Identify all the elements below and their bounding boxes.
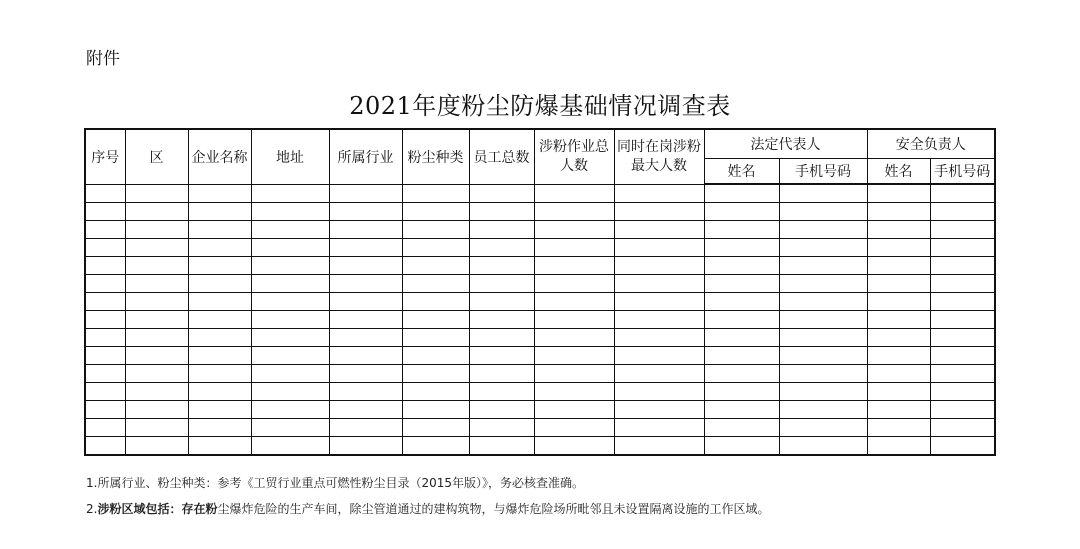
table-cell[interactable]	[930, 437, 995, 456]
table-cell[interactable]	[125, 184, 188, 203]
table-cell[interactable]	[125, 329, 188, 347]
table-cell[interactable]	[251, 239, 329, 257]
table-cell[interactable]	[534, 257, 614, 275]
table-cell[interactable]	[188, 275, 251, 293]
table-cell[interactable]	[704, 437, 779, 456]
table-row	[85, 257, 995, 275]
table-cell[interactable]	[469, 239, 534, 257]
table-cell[interactable]	[534, 221, 614, 239]
table-cell[interactable]	[329, 383, 402, 401]
table-cell[interactable]	[402, 437, 469, 456]
table-cell[interactable]	[867, 437, 930, 456]
table-cell[interactable]	[251, 419, 329, 437]
table-cell[interactable]	[125, 293, 188, 311]
table-cell[interactable]	[867, 184, 930, 203]
table-cell[interactable]	[85, 437, 125, 456]
table-cell[interactable]	[188, 383, 251, 401]
table-cell[interactable]	[85, 203, 125, 221]
table-cell[interactable]	[867, 257, 930, 275]
survey-table	[84, 128, 996, 456]
header-dust-workers: 涉粉作业总人数	[534, 129, 614, 184]
table-cell[interactable]	[930, 221, 995, 239]
table-row	[85, 275, 995, 293]
note-2-prefix: 2.	[86, 502, 98, 516]
table-cell[interactable]	[779, 311, 867, 329]
table-cell[interactable]	[534, 419, 614, 437]
table-cell[interactable]	[614, 221, 704, 239]
table-row	[85, 437, 995, 456]
table-cell[interactable]	[251, 383, 329, 401]
table-cell[interactable]	[779, 184, 867, 203]
table-cell[interactable]	[469, 184, 534, 203]
table-cell[interactable]	[867, 347, 930, 365]
table-cell[interactable]	[534, 437, 614, 456]
table-cell[interactable]	[867, 203, 930, 221]
table-row	[85, 347, 995, 365]
table-cell[interactable]	[125, 203, 188, 221]
table-cell[interactable]	[704, 329, 779, 347]
table-row	[85, 184, 995, 203]
table-row	[85, 365, 995, 383]
table-cell[interactable]	[867, 383, 930, 401]
header-district: 区	[125, 129, 188, 184]
table-cell[interactable]	[85, 347, 125, 365]
table-cell[interactable]	[704, 311, 779, 329]
table-cell[interactable]	[251, 221, 329, 239]
table-cell[interactable]	[930, 329, 995, 347]
table-cell[interactable]	[930, 401, 995, 419]
table-cell[interactable]	[779, 329, 867, 347]
table-cell[interactable]	[469, 347, 534, 365]
table-cell[interactable]	[469, 293, 534, 311]
table-cell[interactable]	[329, 221, 402, 239]
header-company: 企业名称	[188, 129, 251, 184]
header-seq: 序号	[85, 129, 125, 184]
table-cell[interactable]	[329, 257, 402, 275]
table-cell[interactable]	[930, 257, 995, 275]
table-cell[interactable]	[779, 419, 867, 437]
table-cell[interactable]	[125, 311, 188, 329]
header-legal-rep: 法定代表人	[704, 129, 867, 159]
table-cell[interactable]	[704, 365, 779, 383]
table-cell[interactable]	[704, 257, 779, 275]
table-cell[interactable]	[329, 239, 402, 257]
header-address: 地址	[251, 129, 329, 184]
table-cell[interactable]	[867, 293, 930, 311]
table-cell[interactable]	[704, 203, 779, 221]
table-cell[interactable]	[779, 275, 867, 293]
table-cell[interactable]	[614, 257, 704, 275]
table-cell[interactable]	[930, 365, 995, 383]
note-2-bold-start: 存在粉	[181, 502, 218, 516]
table-cell[interactable]	[930, 383, 995, 401]
table-cell[interactable]	[469, 437, 534, 456]
table-row	[85, 311, 995, 329]
table-cell[interactable]	[930, 311, 995, 329]
table-cell[interactable]	[930, 184, 995, 203]
header-safety-name: 姓名	[867, 159, 930, 185]
table-cell[interactable]	[614, 184, 704, 203]
table-cell[interactable]	[251, 203, 329, 221]
table-cell[interactable]	[125, 365, 188, 383]
table-row	[85, 383, 995, 401]
table-cell[interactable]	[329, 401, 402, 419]
table-cell[interactable]	[85, 383, 125, 401]
table-cell[interactable]	[469, 203, 534, 221]
table-cell[interactable]	[329, 419, 402, 437]
table-cell[interactable]	[779, 347, 867, 365]
table-cell[interactable]	[85, 329, 125, 347]
table-cell[interactable]	[85, 257, 125, 275]
table-row	[85, 401, 995, 419]
table-row	[85, 293, 995, 311]
table-cell[interactable]	[704, 401, 779, 419]
table-cell[interactable]	[188, 203, 251, 221]
table-cell[interactable]	[402, 329, 469, 347]
table-cell[interactable]	[469, 365, 534, 383]
table-cell[interactable]	[779, 257, 867, 275]
table-cell[interactable]	[867, 239, 930, 257]
table-row	[85, 239, 995, 257]
table-cell[interactable]	[85, 275, 125, 293]
table-cell[interactable]	[402, 275, 469, 293]
table-cell[interactable]	[251, 257, 329, 275]
table-cell[interactable]	[534, 383, 614, 401]
table-cell[interactable]	[85, 401, 125, 419]
table-cell[interactable]	[867, 419, 930, 437]
table-cell[interactable]	[534, 401, 614, 419]
attachment-label: 附件	[86, 49, 120, 69]
table-cell[interactable]	[85, 311, 125, 329]
table-cell[interactable]	[867, 401, 930, 419]
table-cell[interactable]	[867, 329, 930, 347]
table-cell[interactable]	[469, 383, 534, 401]
table-cell[interactable]	[85, 293, 125, 311]
note-2-text: 尘爆炸危险的生产车间，除尘管道通过的建构筑物，与爆炸危险场所毗邻且未设置隔离设施的工作区域。	[217, 502, 770, 516]
table-row	[85, 203, 995, 221]
table-cell[interactable]	[614, 383, 704, 401]
table-cell[interactable]	[930, 419, 995, 437]
table-cell[interactable]	[125, 239, 188, 257]
table-cell[interactable]	[402, 365, 469, 383]
table-row	[85, 329, 995, 347]
page-title: 2021年度粉尘防爆基础情况调查表	[349, 92, 731, 120]
table-cell[interactable]	[779, 293, 867, 311]
header-industry: 所属行业	[329, 129, 402, 184]
table-cell[interactable]	[251, 275, 329, 293]
table-cell[interactable]	[85, 419, 125, 437]
table-cell[interactable]	[614, 347, 704, 365]
table-cell[interactable]	[188, 329, 251, 347]
table-cell[interactable]	[125, 437, 188, 456]
table-cell[interactable]	[930, 293, 995, 311]
table-cell[interactable]	[188, 184, 251, 203]
table-cell[interactable]	[251, 311, 329, 329]
table-cell[interactable]	[402, 383, 469, 401]
table-cell[interactable]	[779, 401, 867, 419]
table-cell[interactable]	[614, 275, 704, 293]
table-cell[interactable]	[534, 239, 614, 257]
table-cell[interactable]	[704, 239, 779, 257]
table-cell[interactable]	[125, 221, 188, 239]
table-cell[interactable]	[402, 203, 469, 221]
table-cell[interactable]	[188, 311, 251, 329]
table-cell[interactable]	[251, 293, 329, 311]
table-cell[interactable]	[534, 293, 614, 311]
table-cell[interactable]	[469, 221, 534, 239]
table-cell[interactable]	[188, 437, 251, 456]
header-legal-rep-phone: 手机号码	[779, 159, 867, 185]
table-cell[interactable]	[930, 239, 995, 257]
table-cell[interactable]	[188, 347, 251, 365]
table-cell[interactable]	[251, 329, 329, 347]
table-cell[interactable]	[704, 221, 779, 239]
header-safety-phone: 手机号码	[930, 159, 995, 185]
table-cell[interactable]	[402, 221, 469, 239]
table-cell[interactable]	[704, 184, 779, 203]
table-cell[interactable]	[251, 401, 329, 419]
table-cell[interactable]	[469, 257, 534, 275]
note-2	[86, 500, 770, 517]
table-cell[interactable]	[125, 401, 188, 419]
table-cell[interactable]	[188, 365, 251, 383]
table-cell[interactable]	[930, 203, 995, 221]
header-dust-type: 粉尘种类	[402, 129, 469, 184]
table-cell[interactable]	[188, 401, 251, 419]
note-1: 1.所属行业、粉尘种类：参考《工贸行业重点可燃性粉尘目录（2015年版）》，务必核查准确。	[86, 476, 584, 490]
table-cell[interactable]	[704, 293, 779, 311]
table-cell[interactable]	[329, 437, 402, 456]
table-cell[interactable]	[534, 203, 614, 221]
table-cell[interactable]	[779, 203, 867, 221]
table-cell[interactable]	[614, 329, 704, 347]
table-cell[interactable]	[329, 365, 402, 383]
table-cell[interactable]	[534, 347, 614, 365]
table-cell[interactable]	[329, 293, 402, 311]
table-cell[interactable]	[534, 275, 614, 293]
table-cell[interactable]	[614, 311, 704, 329]
table-cell[interactable]	[704, 383, 779, 401]
table-cell[interactable]	[704, 347, 779, 365]
table-cell[interactable]	[469, 419, 534, 437]
table-cell[interactable]	[614, 239, 704, 257]
table-cell[interactable]	[469, 275, 534, 293]
table-cell[interactable]	[614, 401, 704, 419]
table-cell[interactable]	[251, 347, 329, 365]
table-cell[interactable]	[251, 365, 329, 383]
table-cell[interactable]	[402, 311, 469, 329]
table-cell[interactable]	[188, 293, 251, 311]
table-cell[interactable]	[402, 257, 469, 275]
table-cell[interactable]	[85, 365, 125, 383]
table-cell[interactable]	[85, 221, 125, 239]
table-cell[interactable]	[779, 437, 867, 456]
table-cell[interactable]	[329, 311, 402, 329]
header-max-onduty: 同时在岗涉粉最大人数	[614, 129, 704, 184]
header-employees: 员工总数	[469, 129, 534, 184]
table-cell[interactable]	[188, 239, 251, 257]
table-cell[interactable]	[329, 203, 402, 221]
table-cell[interactable]	[329, 275, 402, 293]
table-cell[interactable]	[534, 329, 614, 347]
table-cell[interactable]	[402, 347, 469, 365]
note-2-bold-label: 涉粉区域包括：	[97, 502, 182, 516]
table-cell[interactable]	[867, 221, 930, 239]
table-cell[interactable]	[329, 184, 402, 203]
table-cell[interactable]	[125, 419, 188, 437]
table-cell[interactable]	[402, 293, 469, 311]
table-cell[interactable]	[534, 184, 614, 203]
table-cell[interactable]	[125, 383, 188, 401]
table-cell[interactable]	[534, 311, 614, 329]
table-cell[interactable]	[704, 419, 779, 437]
table-cell[interactable]	[329, 347, 402, 365]
table-cell[interactable]	[704, 275, 779, 293]
table-cell[interactable]	[329, 329, 402, 347]
table-cell[interactable]	[867, 365, 930, 383]
table-cell[interactable]	[469, 401, 534, 419]
table-cell[interactable]	[125, 347, 188, 365]
table-cell[interactable]	[779, 239, 867, 257]
table-cell[interactable]	[614, 437, 704, 456]
table-cell[interactable]	[188, 419, 251, 437]
table-cell[interactable]	[779, 383, 867, 401]
table-body	[85, 184, 995, 455]
table-cell[interactable]	[867, 311, 930, 329]
table-cell[interactable]	[188, 257, 251, 275]
header-legal-rep-name: 姓名	[704, 159, 779, 185]
table-cell[interactable]	[779, 221, 867, 239]
table-cell[interactable]	[614, 203, 704, 221]
table-cell[interactable]	[614, 419, 704, 437]
table-row	[85, 419, 995, 437]
table-cell[interactable]	[402, 401, 469, 419]
table-cell[interactable]	[469, 311, 534, 329]
table-cell[interactable]	[469, 329, 534, 347]
table-cell[interactable]	[125, 275, 188, 293]
table-cell[interactable]	[402, 184, 469, 203]
table-cell[interactable]	[251, 184, 329, 203]
table-cell[interactable]	[867, 275, 930, 293]
table-cell[interactable]	[614, 293, 704, 311]
table-cell[interactable]	[125, 257, 188, 275]
table-cell[interactable]	[779, 365, 867, 383]
table-cell[interactable]	[85, 239, 125, 257]
table-cell[interactable]	[534, 365, 614, 383]
table-cell[interactable]	[251, 437, 329, 456]
table-cell[interactable]	[930, 275, 995, 293]
table-cell[interactable]	[85, 184, 125, 203]
table-cell[interactable]	[402, 239, 469, 257]
table-cell[interactable]	[930, 347, 995, 365]
table-cell[interactable]	[188, 221, 251, 239]
header-safety-officer: 安全负责人	[867, 129, 995, 159]
table-cell[interactable]	[614, 365, 704, 383]
table-cell[interactable]	[402, 419, 469, 437]
table-row	[85, 221, 995, 239]
